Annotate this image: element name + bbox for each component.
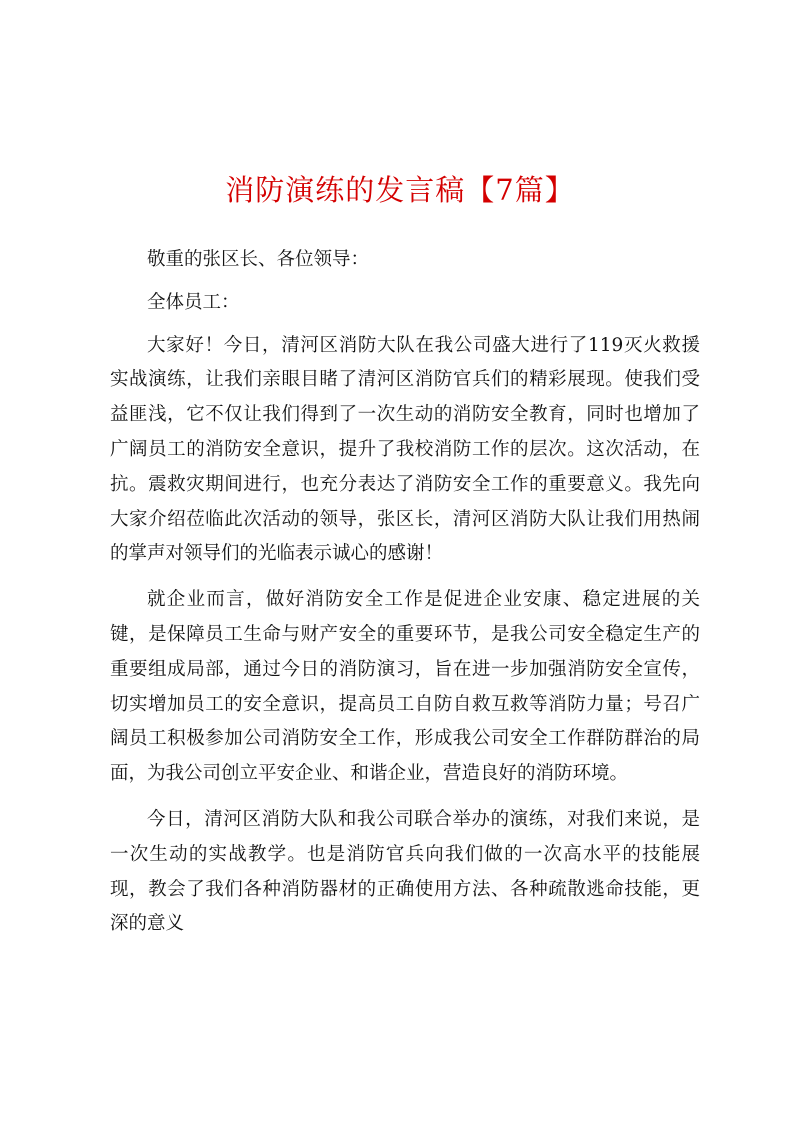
salutation-leaders: 敬重的张区长、各位领导： (147, 249, 370, 270)
salutation-staff: 全体员工： (147, 291, 240, 313)
paragraph-drill-significance: 今日，清河区消防大队和我公司联合举办的演练，对我们来说，是一次生动的实战教学。也是消防官兵向我们做的一次高水平的技能展现，教会了我们各种消防器材的正确使用方法、各种疏散逃命技能，更深的意义 (110, 808, 700, 935)
document-body (110, 243, 700, 942)
paragraph-opening: 大家好！今日，清河区消防大队在我公司盛大进行了119灭火救援实战演练，让我们亲眼目睹了清河区消防官兵们的精彩展现。使我们受益匪浅，它不仅让我们得到了一次生动的消防安全教育，同时也增加了广阔员工的消防安全意识，提升了我校消防工作的层次。这次活动，在抗。震救灾期间进行，也充分表达了消防安全工作的重要意义。我先向大家介绍莅临此次活动的领导，张区长，清河区消防大队让我们用热闹的掌声对领导们的光临表示诚心的感谢！ (110, 334, 700, 565)
paragraph-enterprise-safety: 就企业而言，做好消防安全工作是促进企业安康、稳定进展的关键，是保障员工生命与财产安全的重要环节，是我公司安全稳定生产的重要组成局部，通过今日的消防演习，旨在进一步加强消防安全宣传，切实增加员工的安全意识，提高员工自防自救互救等消防力量；号召广阔员工积极参加公司消防安全工作，形成我公司安全工作群防群治的局面，为我公司创立平安企业、和谐企业，营造良好的消防环境。 (110, 589, 700, 785)
document-title: 消防演练的发言稿【7篇】 (225, 173, 575, 207)
